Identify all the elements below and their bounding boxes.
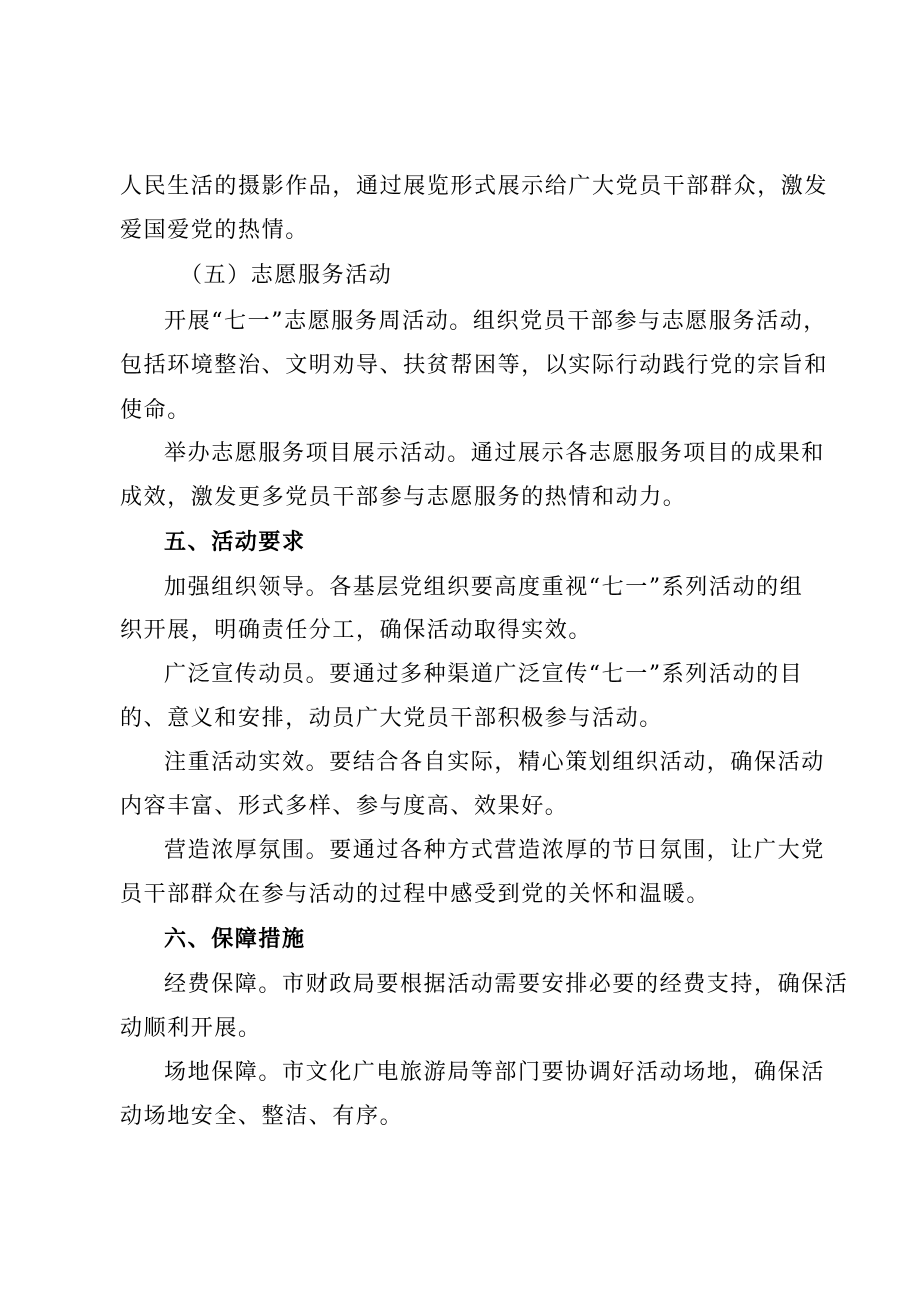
body-text-line: 开展“七一”志愿服务周活动。组织党员干部参与志愿服务活动， — [164, 309, 827, 334]
body-text-line: 场地保障。市文化广电旅游局等部门要协调好活动场地，确保活 — [164, 1060, 825, 1085]
body-text-line: 动场地安全、整洁、有序。 — [120, 1104, 404, 1129]
body-text-line: 动顺利开展。 — [120, 1016, 262, 1041]
body-text-line: 员干部群众在参与活动的过程中感受到党的关怀和温暖。 — [120, 882, 711, 907]
body-text-line: 举办志愿服务项目展示活动。通过展示各志愿服务项目的成果和 — [164, 441, 825, 466]
body-text-line: 营造浓厚氛围。要通过各种方式营造浓厚的节日氛围，让广大党 — [164, 838, 825, 863]
body-text-line: 经费保障。市财政局要根据活动需要安排必要的经费支持，确保活 — [164, 972, 849, 997]
body-text-line: 使命。 — [120, 398, 191, 423]
body-text-line: 加强组织领导。各基层党组织要高度重视“七一”系列活动的组 — [164, 575, 804, 600]
body-text-line: 人民生活的摄影作品，通过展览形式展示给广大党员干部群众，激发 — [120, 174, 829, 199]
body-text-line: 爱国爱党的热情。 — [120, 218, 309, 243]
body-text-line: 注重活动实效。要结合各自实际，精心策划组织活动，确保活动 — [164, 750, 825, 775]
body-text-line: 织开展，明确责任分工，确保活动取得实效。 — [120, 618, 593, 643]
subsection-heading: （五）志愿服务活动 — [180, 263, 393, 288]
body-text-line: 包括环境整治、文明劝导、扶贫帮困等，以实际行动践行党的宗旨和 — [120, 353, 829, 378]
section-heading: 五、活动要求 — [164, 529, 306, 555]
section-heading: 六、保障措施 — [164, 926, 306, 952]
body-text-line: 广泛宣传动员。要通过多种渠道广泛宣传“七一”系列活动的目 — [164, 662, 804, 687]
body-text-line: 的、意义和安排，动员广大党员干部积极参与活动。 — [120, 706, 663, 731]
body-text-line: 成效，激发更多党员干部参与志愿服务的热情和动力。 — [120, 485, 687, 510]
body-text-line: 内容丰富、形式多样、参与度高、效果好。 — [120, 794, 569, 819]
